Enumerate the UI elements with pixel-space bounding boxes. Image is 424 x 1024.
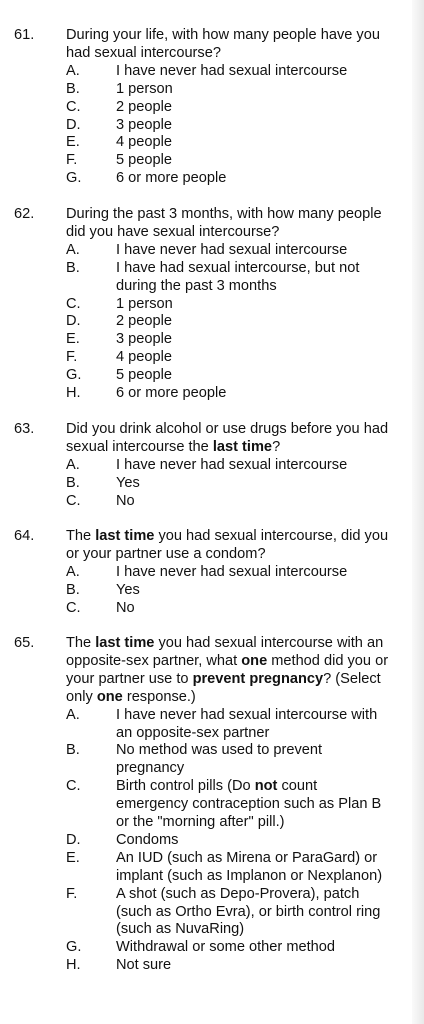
text-run: I have never had sexual intercourse bbox=[116, 241, 348, 258]
text-run: No bbox=[116, 599, 135, 616]
answer-option[interactable] bbox=[0, 582, 412, 600]
option-text bbox=[116, 778, 392, 832]
question-number: 61. bbox=[14, 27, 35, 43]
option-letter: G. bbox=[66, 939, 82, 956]
option-letter: H. bbox=[66, 385, 81, 402]
answer-option[interactable] bbox=[0, 385, 412, 403]
answer-option[interactable] bbox=[0, 367, 412, 385]
option-text bbox=[116, 313, 392, 331]
option-letter: D. bbox=[66, 831, 81, 848]
text-run: 5 people bbox=[116, 367, 172, 384]
emphasis-text: one bbox=[96, 688, 123, 705]
option-text bbox=[116, 242, 392, 260]
option-text bbox=[116, 742, 392, 778]
answer-option[interactable] bbox=[0, 134, 412, 152]
option-letter: G. bbox=[66, 367, 82, 384]
text-run: During your life, with how many people have you had sexual intercourse? bbox=[66, 27, 380, 61]
answer-option[interactable] bbox=[0, 313, 412, 331]
emphasis-text: one bbox=[241, 652, 268, 669]
option-letter: G. bbox=[66, 170, 82, 187]
option-text bbox=[116, 707, 392, 743]
text-run: 2 people bbox=[116, 313, 172, 330]
options-list bbox=[0, 707, 412, 976]
option-letter: A. bbox=[66, 241, 80, 258]
question-number: 63. bbox=[14, 421, 35, 437]
answer-option[interactable] bbox=[0, 260, 412, 296]
answer-option[interactable] bbox=[0, 886, 412, 940]
option-text bbox=[116, 260, 392, 296]
option-letter: B. bbox=[66, 474, 80, 491]
option-text bbox=[116, 385, 392, 403]
option-letter: A. bbox=[66, 62, 80, 79]
option-letter: B. bbox=[66, 742, 80, 759]
question-text bbox=[66, 421, 396, 457]
text-run: 6 or more people bbox=[116, 170, 227, 187]
option-letter: A. bbox=[66, 563, 80, 580]
option-letter: C. bbox=[66, 599, 81, 616]
answer-option[interactable] bbox=[0, 778, 412, 832]
option-letter: E. bbox=[66, 849, 80, 866]
option-letter: F. bbox=[66, 152, 78, 169]
text-run: 3 people bbox=[116, 331, 172, 348]
text-run: 3 people bbox=[116, 116, 172, 133]
emphasis-text: prevent pregnancy bbox=[192, 670, 324, 687]
option-text bbox=[116, 63, 392, 81]
emphasis-text: last time bbox=[95, 528, 155, 544]
option-text bbox=[116, 170, 392, 188]
answer-option[interactable] bbox=[0, 81, 412, 99]
text-run: No bbox=[116, 492, 135, 509]
option-letter: B. bbox=[66, 259, 80, 276]
answer-option[interactable] bbox=[0, 939, 412, 957]
answer-option[interactable] bbox=[0, 742, 412, 778]
option-letter: C. bbox=[66, 778, 81, 795]
text-run: During the past 3 months, with how many people did you have sexual intercourse? bbox=[66, 206, 382, 240]
option-letter: D. bbox=[66, 116, 81, 133]
answer-option[interactable] bbox=[0, 457, 412, 475]
question-text bbox=[66, 635, 396, 707]
option-text bbox=[116, 81, 392, 99]
text-run: Not sure bbox=[116, 957, 172, 974]
question-61 bbox=[0, 27, 412, 187]
text-run: 1 person bbox=[116, 80, 173, 97]
text-run: Condoms bbox=[116, 831, 179, 848]
question-number: 62. bbox=[14, 206, 35, 222]
option-letter: A. bbox=[66, 706, 80, 723]
option-text bbox=[116, 939, 392, 957]
option-text bbox=[116, 117, 392, 135]
option-text bbox=[116, 331, 392, 349]
text-run: response.) bbox=[122, 688, 196, 705]
option-text bbox=[116, 475, 392, 493]
text-run: No method was used to prevent pregnancy bbox=[116, 742, 323, 777]
answer-option[interactable] bbox=[0, 99, 412, 117]
option-text bbox=[116, 600, 392, 618]
text-run: I have never had sexual intercourse bbox=[116, 62, 348, 79]
option-text bbox=[116, 582, 392, 600]
emphasis-text: not bbox=[254, 778, 278, 795]
options-list bbox=[0, 63, 412, 188]
options-list bbox=[0, 564, 412, 618]
text-run: An IUD (such as Mirena or ParaGard) or implant (such as Implanon or Nexplanon) bbox=[116, 849, 383, 884]
question-number: 65. bbox=[14, 635, 35, 651]
answer-option[interactable] bbox=[0, 242, 412, 260]
option-text bbox=[116, 886, 392, 940]
answer-option[interactable] bbox=[0, 707, 412, 743]
emphasis-text: last time bbox=[212, 438, 273, 455]
option-letter: D. bbox=[66, 313, 81, 330]
text-run: you had sexual intercourse with an opposite-sex partner, what bbox=[66, 635, 384, 669]
answer-option[interactable] bbox=[0, 493, 412, 511]
option-text bbox=[116, 152, 392, 170]
option-letter: B. bbox=[66, 80, 80, 97]
option-text bbox=[116, 832, 392, 850]
answer-option[interactable] bbox=[0, 850, 412, 886]
question-text bbox=[66, 27, 396, 63]
text-run: I have never had sexual intercourse bbox=[116, 456, 348, 473]
option-text bbox=[116, 493, 392, 511]
option-text bbox=[116, 457, 392, 475]
answer-option[interactable] bbox=[0, 117, 412, 135]
text-run: 4 people bbox=[116, 134, 172, 151]
answer-option[interactable] bbox=[0, 331, 412, 349]
text-run: 5 people bbox=[116, 152, 172, 169]
option-letter: H. bbox=[66, 957, 81, 974]
text-run: 1 person bbox=[116, 295, 173, 312]
text-run: count emergency contraception such as Plan B or the "morning after" pill.) bbox=[116, 778, 382, 831]
answer-option[interactable] bbox=[0, 475, 412, 493]
answer-option[interactable] bbox=[0, 296, 412, 314]
answer-option[interactable] bbox=[0, 600, 412, 618]
option-text bbox=[116, 957, 392, 975]
text-run: I have never had sexual intercourse with an opposite-sex partner bbox=[116, 706, 378, 741]
option-text bbox=[116, 99, 392, 117]
question-text bbox=[66, 206, 396, 242]
question-63 bbox=[0, 421, 412, 521]
option-letter: B. bbox=[66, 581, 80, 598]
option-text bbox=[116, 349, 392, 367]
option-text bbox=[116, 564, 392, 582]
text-run: Yes bbox=[116, 581, 140, 598]
answer-option[interactable] bbox=[0, 170, 412, 188]
text-run: Birth control pills (Do bbox=[116, 778, 255, 795]
option-letter: C. bbox=[66, 98, 81, 115]
text-run: Withdrawal or some other method bbox=[116, 939, 335, 956]
emphasis-text: last time bbox=[95, 635, 155, 651]
question-text bbox=[66, 528, 396, 564]
question-64 bbox=[0, 528, 412, 628]
page-edge bbox=[412, 0, 424, 1024]
text-run: The bbox=[66, 635, 96, 651]
text-run: 6 or more people bbox=[116, 385, 227, 402]
option-letter: C. bbox=[66, 295, 81, 312]
option-text bbox=[116, 134, 392, 152]
option-letter: F. bbox=[66, 885, 78, 902]
text-run: I have never had sexual intercourse bbox=[116, 563, 348, 580]
text-run: 2 people bbox=[116, 98, 172, 115]
option-text bbox=[116, 850, 392, 886]
option-letter: C. bbox=[66, 492, 81, 509]
text-run: The bbox=[66, 528, 96, 544]
text-run: 4 people bbox=[116, 349, 172, 366]
text-run: method did you or your partner use to bbox=[66, 652, 389, 687]
option-text bbox=[116, 296, 392, 314]
options-list bbox=[0, 242, 412, 403]
text-run: Did you drink alcohol or use drugs before you had sexual intercourse the bbox=[66, 421, 389, 455]
answer-option[interactable] bbox=[0, 63, 412, 81]
options-list bbox=[0, 457, 412, 511]
question-65 bbox=[0, 635, 412, 1005]
option-letter: E. bbox=[66, 134, 80, 151]
answer-option[interactable] bbox=[0, 349, 412, 367]
option-text bbox=[116, 367, 392, 385]
text-run: I have had sexual intercourse, but not during the past 3 months bbox=[116, 259, 360, 294]
answer-option[interactable] bbox=[0, 152, 412, 170]
text-run: ? bbox=[272, 438, 281, 455]
answer-option[interactable] bbox=[0, 832, 412, 850]
option-letter: F. bbox=[66, 349, 78, 366]
text-run: you had sexual intercourse, did you or your partner use a condom? bbox=[66, 528, 389, 562]
question-62 bbox=[0, 206, 412, 406]
answer-option[interactable] bbox=[0, 564, 412, 582]
text-run: ? (Select only bbox=[66, 670, 381, 705]
option-letter: E. bbox=[66, 331, 80, 348]
question-number: 64. bbox=[14, 528, 35, 544]
text-run: Yes bbox=[116, 474, 140, 491]
option-letter: A. bbox=[66, 456, 80, 473]
answer-option[interactable] bbox=[0, 957, 412, 975]
text-run: A shot (such as Depo-Provera), patch (such as Ortho Evra), or birth control ring (such as NuvaRing) bbox=[116, 885, 381, 938]
